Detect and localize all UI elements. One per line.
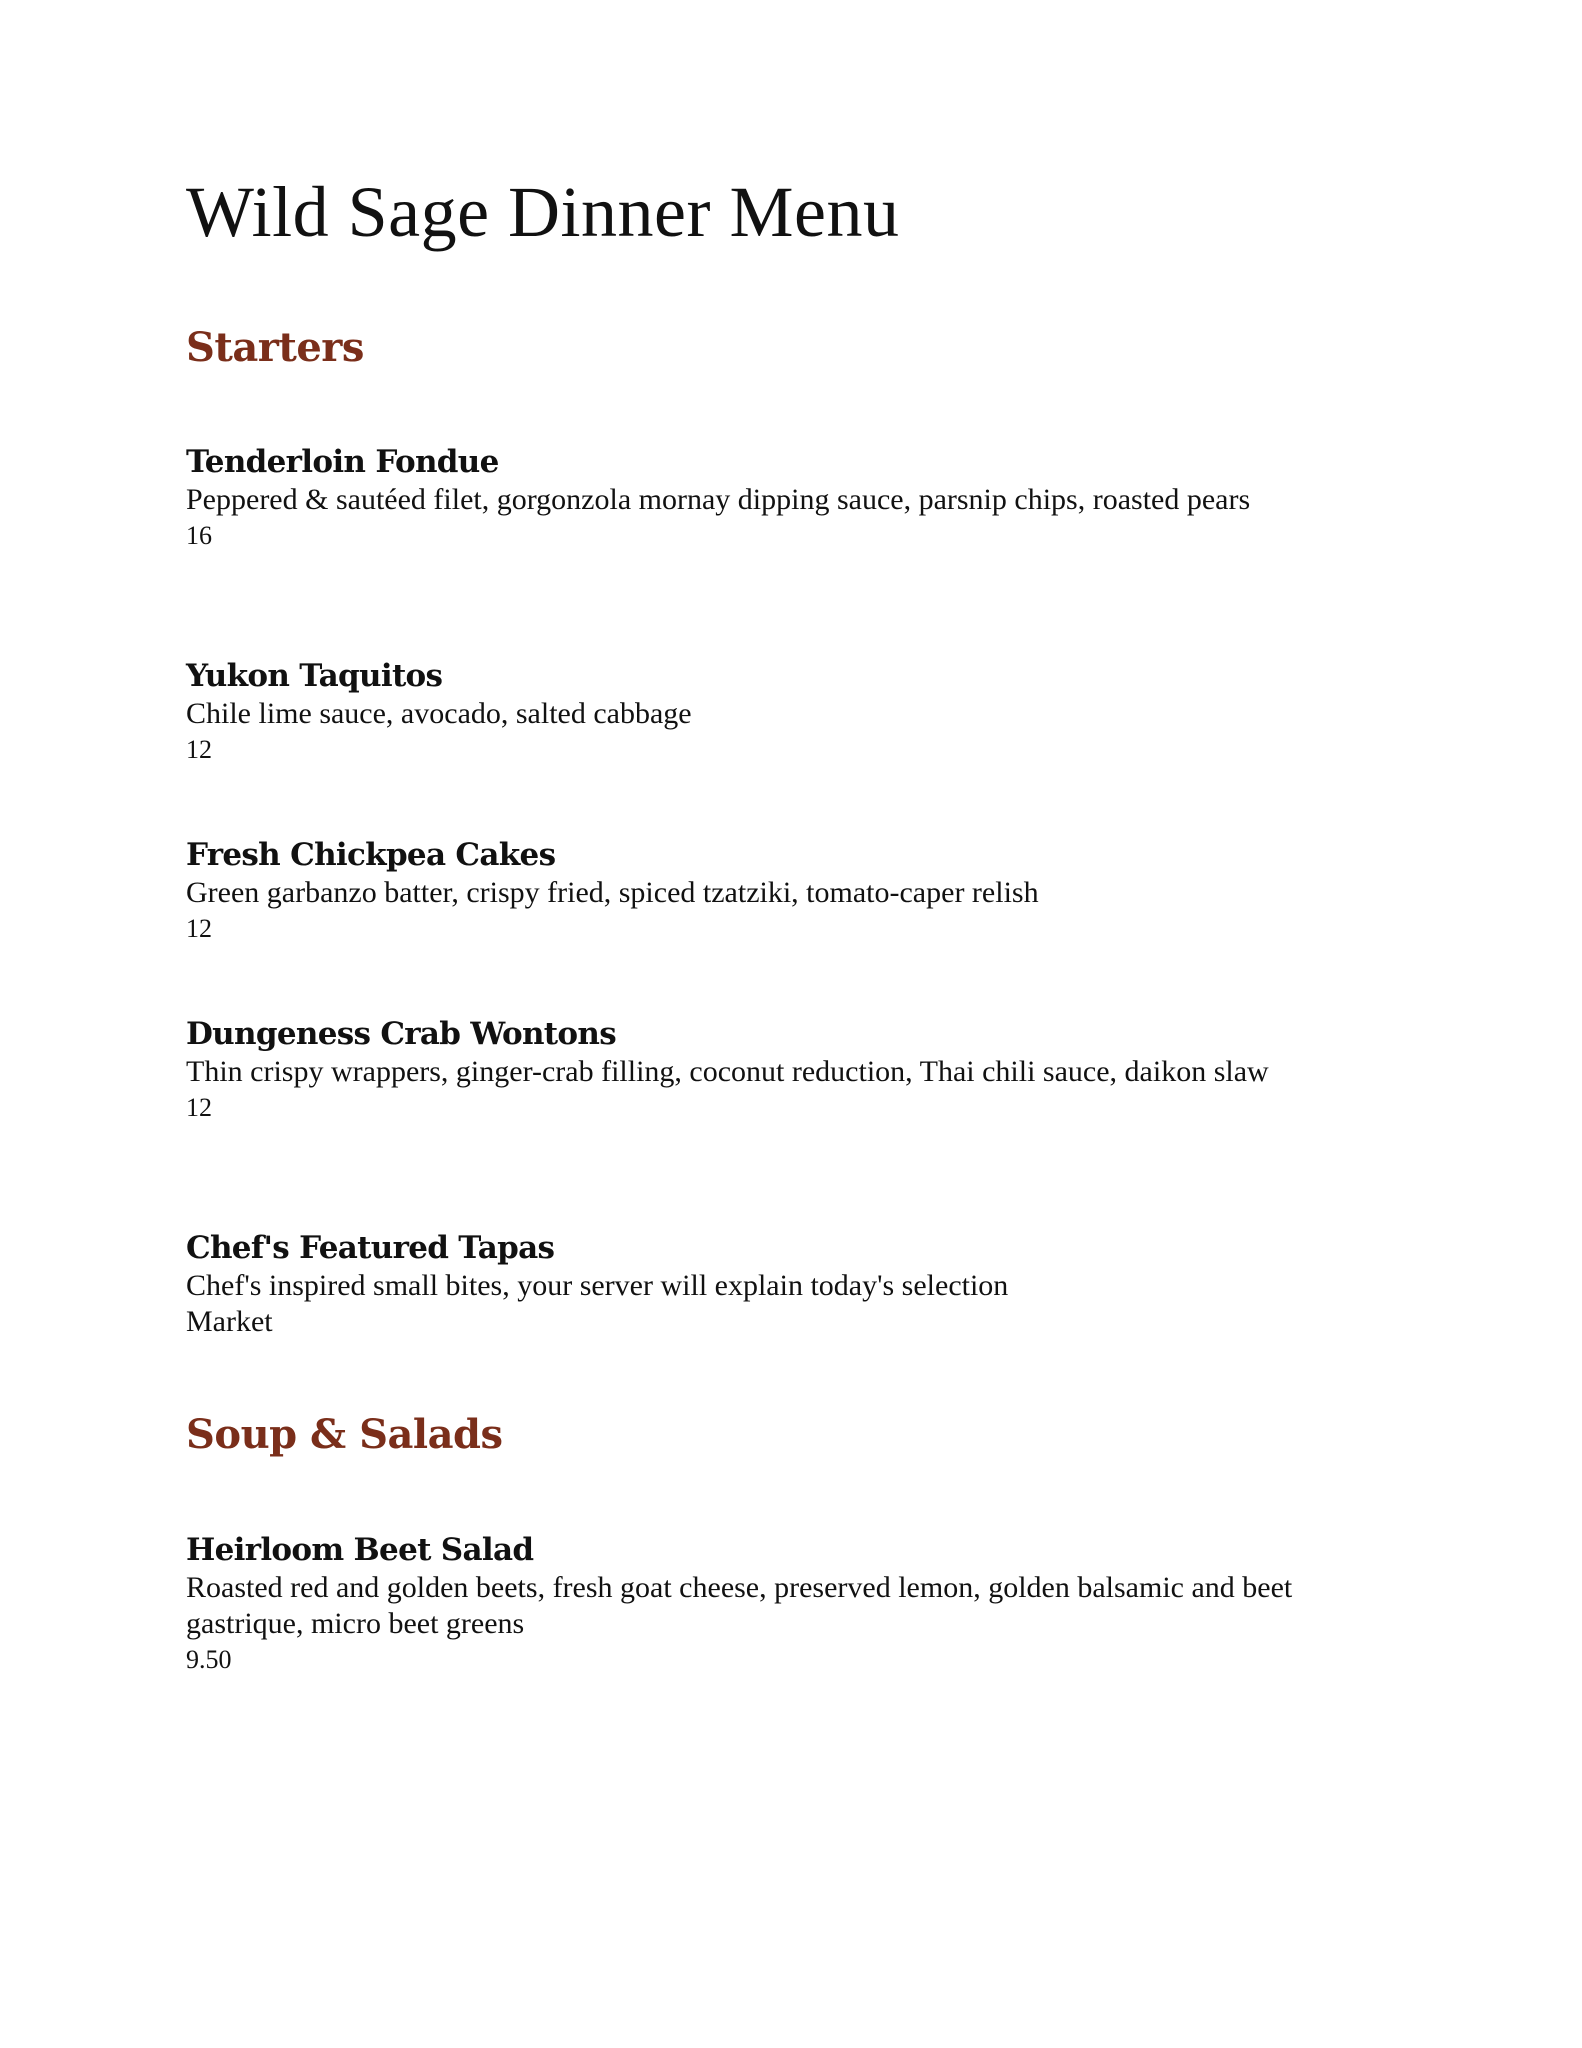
menu-item bbox=[186, 835, 1416, 947]
item-name: Dungeness Crab Wontons bbox=[186, 1016, 616, 1052]
item-price: 16 bbox=[186, 521, 212, 550]
menu-item bbox=[186, 1014, 1416, 1126]
menu-item bbox=[186, 656, 1416, 768]
menu-item bbox=[186, 442, 1416, 554]
item-description: Thin crispy wrappers, ginger-crab filling, coconut reduction, Thai chili sauce, daikon slaw bbox=[186, 1055, 1269, 1088]
menu-title: Wild Sage Dinner Menu bbox=[186, 172, 900, 252]
item-price: 9.50 bbox=[186, 1645, 232, 1674]
item-description: Chef's inspired small bites, your server will explain today's selection bbox=[186, 1269, 1009, 1302]
item-price: 12 bbox=[186, 1093, 212, 1122]
item-price: 12 bbox=[186, 914, 212, 943]
item-name: Chef's Featured Tapas bbox=[186, 1230, 555, 1266]
menu-item bbox=[186, 1530, 1416, 1678]
item-name: Fresh Chickpea Cakes bbox=[186, 837, 556, 873]
item-name: Tenderloin Fondue bbox=[186, 444, 499, 480]
menu-item bbox=[186, 1228, 1416, 1340]
item-price: Market bbox=[186, 1305, 273, 1338]
item-name: Heirloom Beet Salad bbox=[186, 1532, 534, 1568]
item-description: Peppered & sautéed filet, gorgonzola mornay dipping sauce, parsnip chips, roasted pears bbox=[186, 483, 1251, 516]
item-description: Roasted red and golden beets, fresh goat cheese, preserved lemon, golden balsamic and beet gastrique, micro beet greens bbox=[186, 1571, 1293, 1640]
section-heading-starters: Starters bbox=[186, 324, 364, 371]
item-price: 12 bbox=[186, 735, 212, 764]
section-heading-soup-salads: Soup & Salads bbox=[186, 1411, 503, 1458]
item-description: Chile lime sauce, avocado, salted cabbage bbox=[186, 697, 692, 730]
item-description: Green garbanzo batter, crispy fried, spiced tzatziki, tomato-caper relish bbox=[186, 876, 1039, 909]
item-name: Yukon Taquitos bbox=[186, 658, 443, 694]
